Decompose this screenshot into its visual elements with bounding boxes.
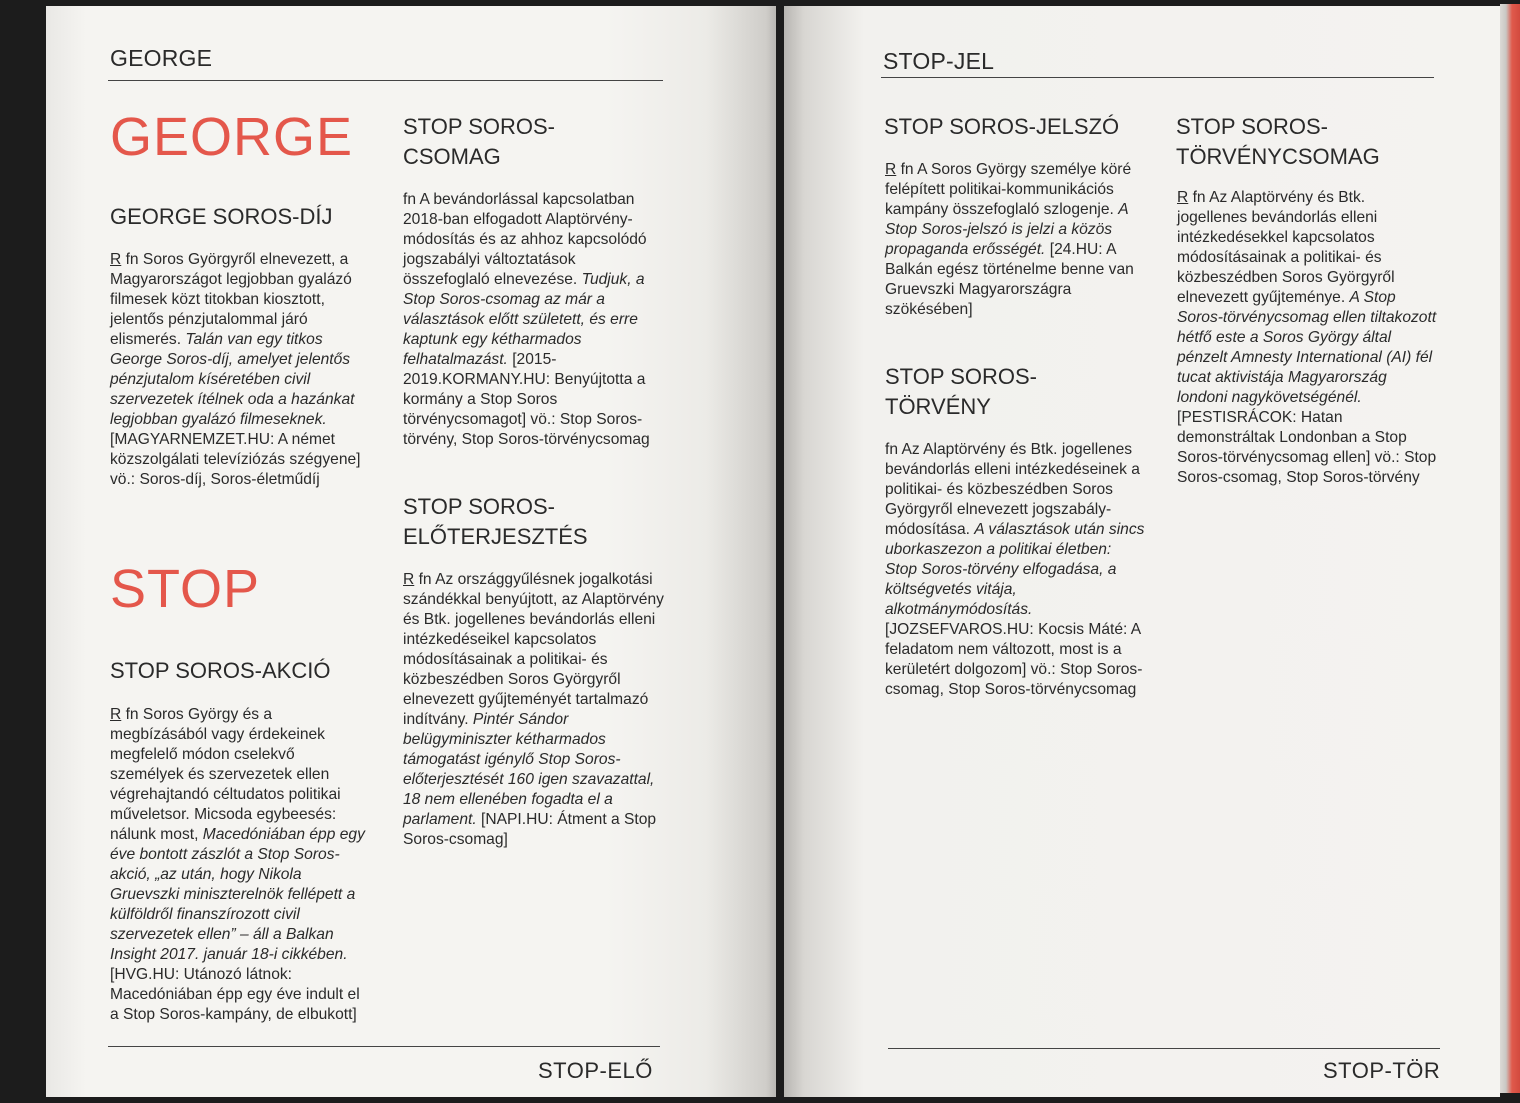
entry-stop-soros-jelszo: [885, 160, 1147, 320]
source-citation: [MAGYARNEMZET.HU: A német közszolgálati televíziózás szégyene] vö.: Soros-díj, Soros-életműdíj: [110, 431, 361, 488]
entry-stop-soros-csomag: [403, 190, 665, 450]
example-quote: Pintér Sándor belügyminiszter kétharmados támogatást igénylő Stop Soros-előterjesztését 160 igen szavazattal, 18 nem ellenében fogadta el a parlament.: [403, 711, 655, 828]
definition: fn Az Alaptörvény és Btk. jogellenes bevándorlás elleni intézkedéseinek a politikai- és közbeszédben Soros Györgyről elnevezett jogszabály-módosítása.: [885, 441, 1140, 538]
definition: fn Az Alaptörvény és Btk. jogellenes bevándorlás elleni intézkedésekkel kapcsolatos módosításainak a politikai- és közbeszédben Soros Györgyről elnevezett gyűjteménye.: [1177, 189, 1395, 306]
definition: fn A bevándorlással kapcsolatban 2018-ban elfogadott Alaptörvény-módosítás és az ahhoz kapcsolódó jogszabályi változtatások összefoglaló elnevezése.: [403, 191, 647, 288]
source-citation: [PESTISRÁCOK: Hatan demonstráltak Londonban a Stop Soros-törvénycsomag ellen] vö.: Stop Soros-csomag, Stop Soros-törvény: [1177, 409, 1437, 486]
header-rule-right: [881, 77, 1434, 78]
source-citation: [HVG.HU: Utánozó látnok: Macedóniában épp egy éve indult el a Stop Soros-kampány, de elbukott]: [110, 966, 360, 1023]
example-quote: Talán van egy titkos George Soros-díj, amelyet jelentős pénzjutalom kíséretében civil szervezetek ítélnek oda a hazánkat legjobban gyalázó filmeseknek.: [110, 331, 355, 428]
entry-heading-stop-soros-torvenycsomag: STOP SOROS-TÖRVÉNYCSOMAG: [1176, 114, 1380, 169]
source-citation: [NAPI.HU: Átment a Stop Soros-csomag]: [403, 811, 657, 848]
example-quote: Macedóniában épp egy éve bontott zászlót a Stop Soros-akció, „az után, hogy Nikola Gruevszki miniszterelnök fellépett a külföldről finanszírozott civil szervezetek ellen” – áll a Balkan Insight 2017. január 18-i cikkében.: [110, 826, 365, 963]
register-marker: R: [110, 706, 122, 723]
entry-stop-soros-eloterjesztes: [403, 570, 665, 850]
letter-heading-stop: STOP: [110, 559, 261, 619]
example-quote: A választások után sincs uborkaszezon a politikai életben: Stop Soros-törvény elfogadása, a költségvetés vitája, alkotmánymódosítás.: [885, 521, 1145, 618]
page-edge-red: [1500, 4, 1520, 1093]
entry-george-soros-dij: [110, 250, 372, 490]
running-head-right: STOP-JEL: [883, 48, 995, 74]
entry-stop-soros-torvenycsomag: [1177, 188, 1437, 488]
entry-heading-stop-soros-jelszo: STOP SOROS-JELSZÓ: [884, 114, 1120, 139]
footer-rule-right: [888, 1048, 1440, 1049]
entry-stop-soros-akcio: [110, 705, 372, 1025]
register-marker: R: [403, 571, 415, 588]
entry-heading-george-soros-dij: GEORGE SOROS-DÍJ: [110, 204, 333, 229]
register-marker: R: [885, 161, 897, 178]
example-quote: A Stop Soros-törvénycsomag ellen tiltakozott hétfő este a Soros György által pénzelt Amnesty International (AI) fél tucat aktivistája Magyarország londoni nagykövetségénél.: [1177, 289, 1437, 406]
footer-rule-left: [108, 1046, 660, 1047]
entry-heading-stop-soros-torveny: STOP SOROS-TÖRVÉNY: [885, 364, 1038, 419]
definition: fn Soros Györgyről elnevezett, a Magyarországot legjobban gyalázó filmesek közt titokban kiosztott, jelentős pénzjutalommal járó elismerés.: [110, 251, 352, 348]
definition: fn Soros György és a megbízásából vagy érdekeinek megfelelő módon cselekvő személyek és szervezetek ellen végrehajtandó céltudatos politikai műveletsor. Micsoda egybeesés: nálunk most,: [110, 706, 341, 843]
footer-left: STOP-ELŐ: [538, 1058, 653, 1083]
letter-heading-george: GEORGE: [110, 107, 354, 167]
entry-stop-soros-torveny: [885, 440, 1147, 700]
running-head-left: GEORGE: [110, 45, 213, 71]
footer-right: STOP-TÖR: [1323, 1058, 1441, 1083]
source-citation: [24.HU: A Balkán egész történelme benne van Gruevszki Magyarországra szökésében]: [885, 241, 1134, 318]
example-quote: A Stop Soros-jelszó is jelzi a közös propaganda erősségét.: [885, 201, 1129, 258]
register-marker: R: [1177, 189, 1189, 206]
source-citation: [JOZSEFVAROS.HU: Kocsis Máté: A feladatom nem változott, most is a kerületért dolgozom] vö.: Stop Soros-csomag, Stop Soros-törvénycsomag: [885, 621, 1143, 698]
header-rule-left: [108, 80, 663, 81]
definition: fn A Soros György személye köré felépített politikai-kommunikációs kampány összefoglaló szlogenje.: [885, 161, 1132, 218]
register-marker: R: [110, 251, 122, 268]
entry-heading-stop-soros-akcio: STOP SOROS-AKCIÓ: [110, 658, 331, 683]
example-quote: Tudjuk, a Stop Soros-csomag az már a választások előtt született, és erre kaptunk egy kétharmados felhatalmazást.: [403, 271, 645, 368]
definition: fn Az országgyűlésnek jogalkotási szándékkal benyújtott, az Alaptörvény és Btk. jogellenes bevándorlás elleni intézkedéseikel kapcsolatos módosításainak a politikai- és közbeszédben Soros Györgyről elnevezett gyűjteményét tartalmazó indítvány.: [403, 571, 664, 728]
source-citation: [2015-2019.KORMANY.HU: Benyújtotta a kormány a Stop Soros törvénycsomagot] vö.: Stop Soros-törvény, Stop Soros-törvénycsomag: [403, 351, 650, 448]
entry-heading-stop-soros-csomag: STOP SOROS-CSOMAG: [403, 114, 556, 169]
entry-heading-stop-soros-eloterjesztes: STOP SOROS-ELŐTERJESZTÉS: [403, 494, 588, 549]
